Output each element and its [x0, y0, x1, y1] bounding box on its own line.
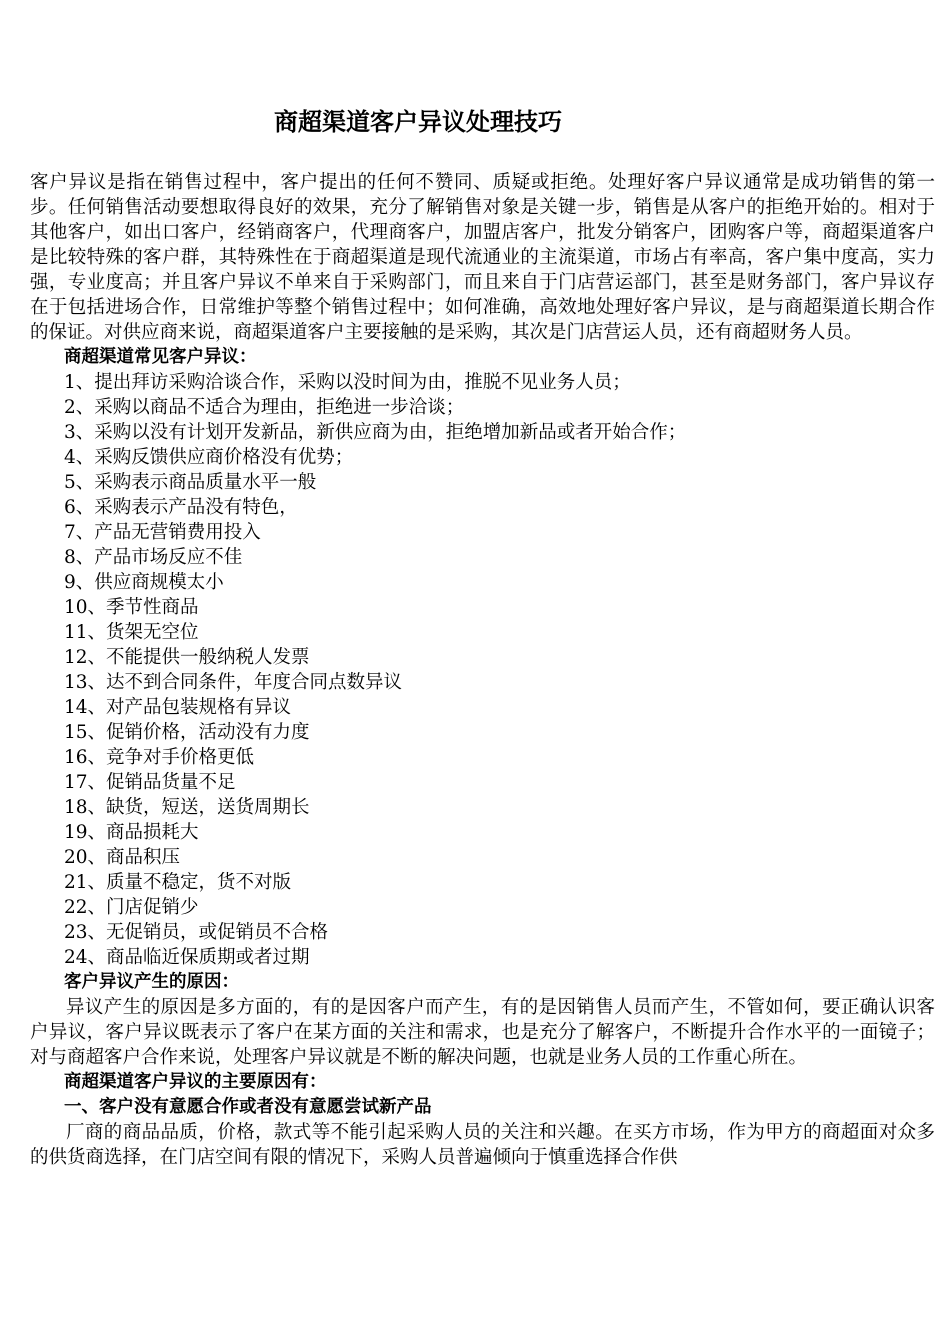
intro-paragraph: 客户异议是指在销售过程中，客户提出的任何不赞同、质疑或拒绝。处理好客户异议通常是成功销售的第一步。任何销售活动要想取得良好的效果，充分了解销售对象是关键一步，销售是从客户的拒绝开始的。相对于其他客户，如出口客户，经销商客户，代理商客户，加盟店客户，批发分销客户，团购客户等，商超渠道客户是比较特殊的客户群，其特殊性在于商超渠道是现代流通业的主流渠道，市场占有率高，客户集中度高，实力强，专业度高；并且客户异议不单来自于采购部门，而且来自于门店营运部门，甚至是财务部门，客户异议存在于包括进场合作，日常维护等整个销售过程中；如何准确，高效地处理好客户异议，是与商超渠道长期合作的保证。对供应商来说，商超渠道客户主要接触的是采购，其次是门店营运人员，还有商超财务人员。 [30, 172, 935, 343]
common-objections-heading: 商超渠道常见客户异议： [64, 347, 257, 367]
list-item: 19、商品损耗大 [64, 822, 199, 843]
causes-paragraph: 异议产生的原因是多方面的，有的是因客户而产生，有的是因销售人员而产生，不管如何，要正确认识客户异议，客户异议既表示了客户在某方面的关注和需求，也是充分了解客户，不断提升合作水平的一面镜子；对与商超客户合作来说，处理客户异议就是不断的解决问题，也就是业务人员的工作重心所在。 [30, 997, 935, 1068]
list-item: 1、提出拜访采购洽谈合作，采购以没时间为由，推脱不见业务人员； [64, 372, 631, 393]
list-item: 17、促销品货量不足 [64, 772, 236, 793]
objection-causes-heading: 客户异议产生的原因： [64, 972, 239, 992]
list-item: 21、质量不稳定，货不对版 [64, 872, 292, 893]
list-item: 20、商品积压 [64, 847, 181, 868]
list-item: 4、采购反馈供应商价格没有优势； [64, 447, 354, 468]
list-item: 2、采购以商品不适合为理由，拒绝进一步洽谈； [64, 397, 465, 418]
list-item: 15、促销价格，活动没有力度 [64, 722, 310, 743]
list-item: 10、季节性商品 [64, 597, 199, 618]
list-item: 13、达不到合同条件，年度合同点数异议 [64, 672, 403, 693]
list-item: 7、产品无营销费用投入 [64, 522, 261, 543]
list-item: 11、货架无空位 [64, 622, 199, 643]
main-causes-heading: 商超渠道客户异议的主要原因有： [64, 1072, 327, 1092]
list-item: 14、对产品包装规格有异议 [64, 697, 292, 718]
list-item: 9、供应商规模太小 [64, 572, 224, 593]
objection-list [30, 370, 935, 970]
list-item: 5、采购表示商品质量水平一般 [64, 472, 317, 493]
document-body [30, 170, 935, 1170]
list-item: 23、无促销员，或促销员不合格 [64, 922, 329, 943]
list-item: 18、缺货，短送，送货周期长 [64, 797, 310, 818]
list-item: 6、采购表示产品没有特色， [64, 497, 298, 518]
list-item: 8、产品市场反应不佳 [64, 547, 243, 568]
list-item: 16、竞争对手价格更低 [64, 747, 255, 768]
cause-one-heading: 一、客户没有意愿合作或者没有意愿尝试新产品 [64, 1097, 432, 1117]
document-title: 商超渠道客户异议处理技巧 [274, 108, 562, 136]
list-item: 12、不能提供一般纳税人发票 [64, 647, 310, 668]
list-item: 24、商品临近保质期或者过期 [64, 947, 310, 968]
list-item: 22、门店促销少 [64, 897, 199, 918]
list-item: 3、采购以没有计划开发新品，新供应商为由，拒绝增加新品或者开始合作； [64, 422, 687, 443]
cause-one-paragraph: 厂商的商品品质，价格，款式等不能引起采购人员的关注和兴趣。在买方市场，作为甲方的商超面对众多的供货商选择，在门店空间有限的情况下，采购人员普遍倾向于慎重选择合作供 [30, 1122, 935, 1168]
